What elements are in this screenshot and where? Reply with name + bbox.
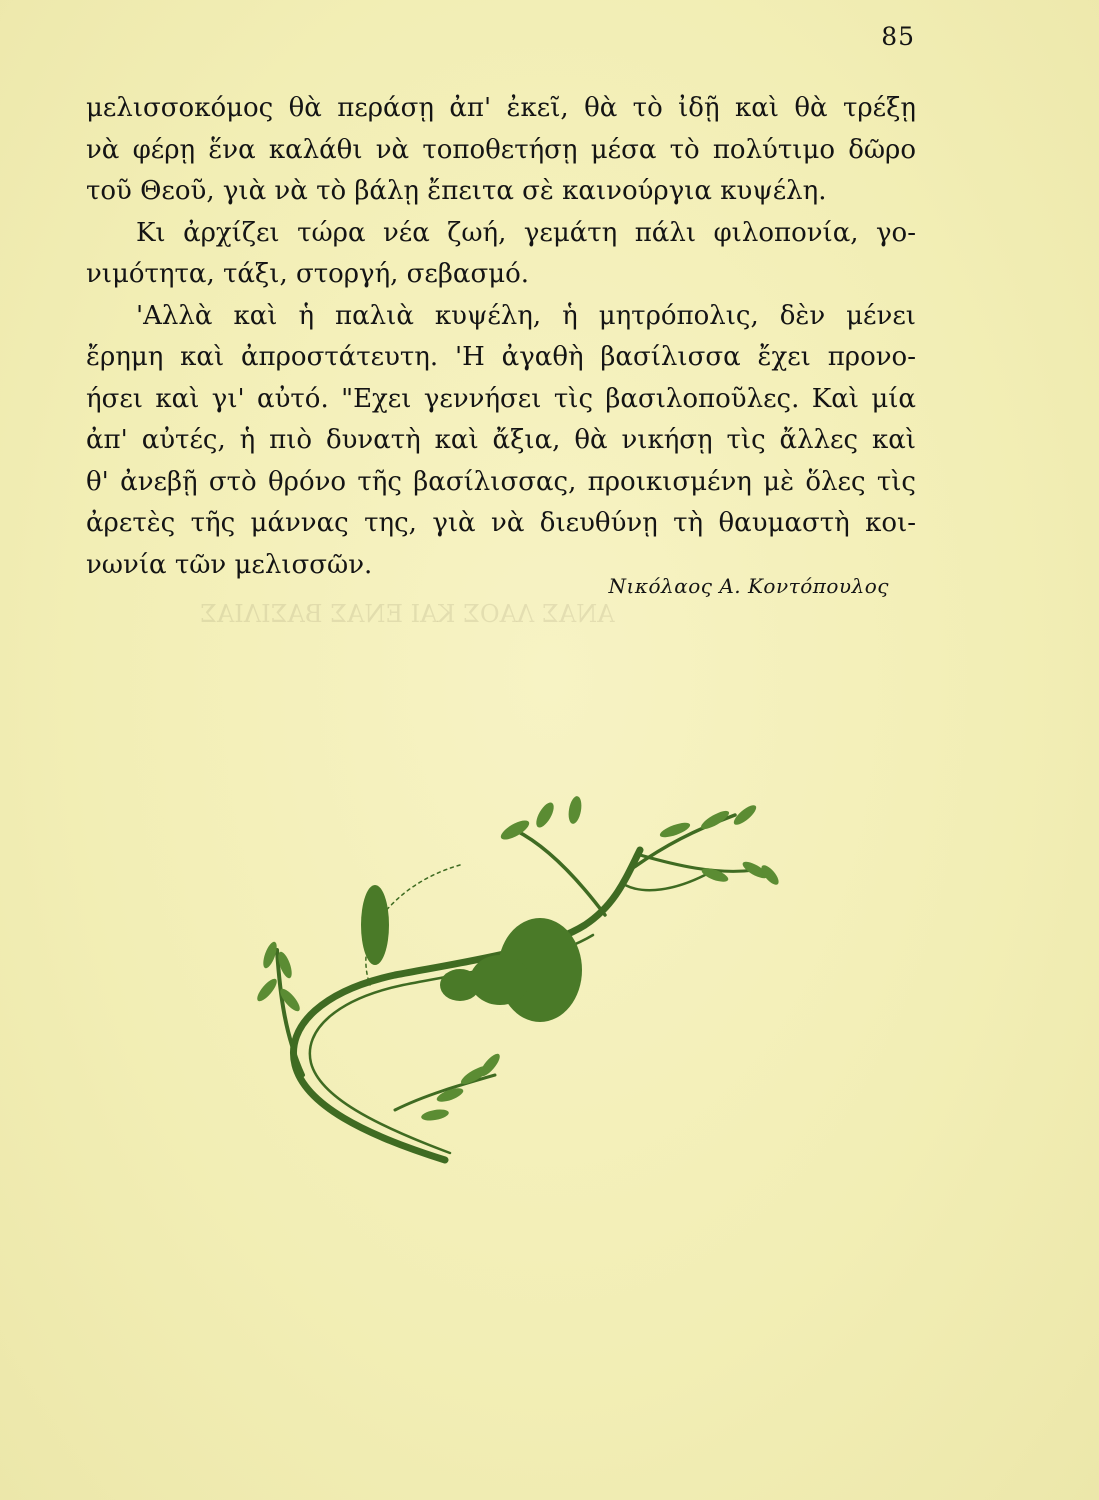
text-line: 'Αλλὰ καὶ ἡ παλιὰ κυψέλη, ἡ μητρόπολις, δὲν μένει	[136, 300, 916, 331]
text-line: νιμότητα, τάξι, στοργή, σεβασμό.	[86, 259, 530, 289]
text-line: μελισσοκόμος θὰ περάσῃ ἀπ' ἐκεῖ, θὰ τὸ ἰδῇ καὶ θὰ τρέξῃ	[86, 93, 916, 123]
paragraph-2	[86, 213, 916, 296]
tree-branch-illustration	[245, 775, 805, 1170]
paragraph-1	[86, 88, 916, 213]
text-line: ἀπ' αὐτές, ἡ πιὸ δυνατὴ καὶ ἄξια, θὰ νικήσῃ τὶς ἄλλες καὶ	[86, 425, 916, 455]
bleed-through-text: ΑΝΑΣ ΛΑΟΣ ΚΑΙ ΕΝΑΣ ΒΑΣΙΛΙΑΣ	[200, 600, 615, 628]
text-line: νωνία τῶν μελισσῶν.	[86, 549, 373, 580]
author-signature: Νικόλαος Α. Κοντόπουλος	[608, 574, 889, 598]
text-line: ήσει καὶ γι' αὐτό. "Εχει γεννήσει τὶς βασιλοποῦλες. Καὶ μία	[86, 383, 916, 414]
text-line: θ' ἀνεβῇ στὸ θρόνο τῆς βασίλισσας, προικισμένη μὲ ὅλες τὶς	[86, 466, 916, 497]
text-line: νὰ φέρῃ ἕνα καλάθι νὰ τοποθετήσῃ μέσα τὸ πολύτιμο δῶρο	[86, 134, 916, 165]
text-line: ἀρετὲς τῆς μάννας της, γιὰ νὰ διευθύνῃ τὴ θαυμαστὴ κοι-	[86, 508, 916, 538]
main-text	[86, 88, 916, 586]
paragraph-3	[86, 296, 916, 587]
text-line: Κι ἀρχίζει τώρα νέα ζωή, γεμάτη πάλι φιλοπονία, γο-	[136, 217, 916, 248]
text-line: ἔρημη καὶ ἀπροστάτευτη. 'Η ἀγαθὴ βασίλισσα ἔχει προνο-	[86, 342, 916, 372]
page-number: 85	[881, 22, 915, 51]
text-line: τοῦ Θεοῦ, γιὰ νὰ τὸ βάλῃ ἔπειτα σὲ καινούργια κυψέλη.	[86, 176, 827, 206]
